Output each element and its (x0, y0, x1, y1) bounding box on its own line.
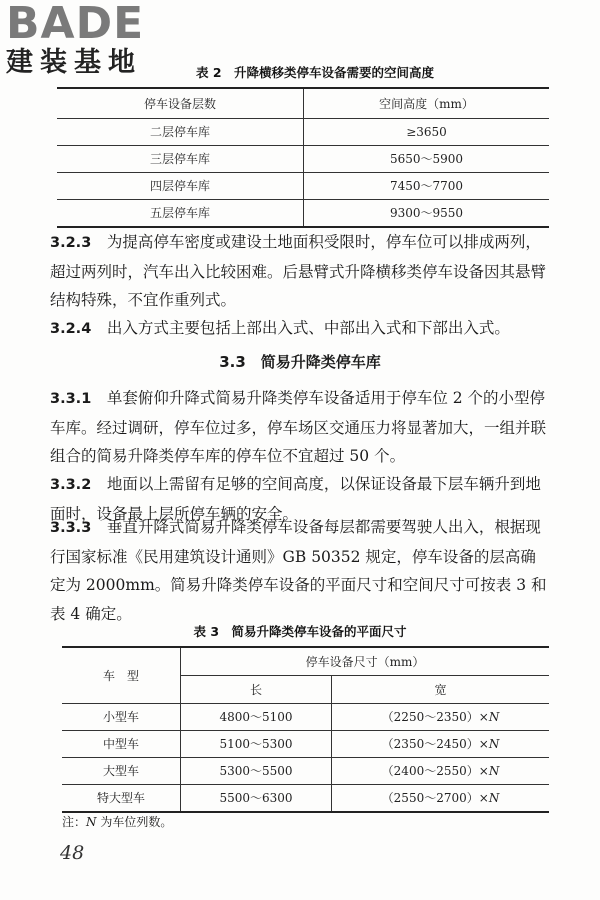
clause-number: 3.3.2 (50, 477, 92, 493)
table-header-cell: 宽 (332, 675, 550, 703)
table-cell: 三层停车库 (57, 145, 304, 172)
table-cell: 特大型车 (62, 784, 181, 812)
variable-n: N (488, 764, 500, 778)
clause-3-3-1 (50, 384, 550, 471)
table-cell: 4800～5100 (181, 703, 332, 730)
table-cell (332, 703, 550, 730)
table-row (62, 703, 549, 730)
variable-n: N (488, 791, 500, 806)
table-cell (332, 730, 550, 757)
section-title: 3.3 简易升降类停车库 (219, 353, 381, 371)
table-row (62, 730, 549, 757)
width-range: （2350～2450）× (381, 737, 489, 751)
table-row (57, 172, 549, 199)
table2 (57, 87, 549, 228)
table2-caption: 表 2 升降横移类停车设备需要的空间高度 (195, 65, 435, 80)
variable-n: N (488, 737, 500, 751)
table-row (57, 145, 549, 172)
clause-text: 为提高停车密度或建设土地面积受限时，停车位可以排成两列，超过两列时，汽车出入比较困难。后悬臂式升降横移类停车设备因其悬臂结构特殊，不宜作重列式。 (50, 233, 547, 309)
table-cell: 5500～6300 (181, 784, 332, 812)
table-header-cell: 长 (181, 675, 332, 703)
table3-note (62, 813, 172, 830)
note-prefix: 注： (62, 815, 87, 829)
table-cell: 5300～5500 (181, 757, 332, 784)
table-cell: 二层停车库 (57, 118, 304, 145)
table-cell: 5100～5300 (181, 730, 332, 757)
clause-3-2-4 (50, 314, 550, 344)
width-range: （2250～2350）× (381, 710, 489, 724)
table-header-cell: 空间高度（mm） (304, 88, 550, 118)
table-header-cell: 停车设备层数 (57, 88, 304, 118)
variable-n: N (488, 710, 500, 724)
table-cell: 大型车 (62, 757, 181, 784)
table-cell (332, 784, 550, 812)
width-range: （2550～2700）× (381, 791, 489, 806)
clause-number: 3.3.1 (50, 391, 92, 407)
watermark-logo (6, 2, 176, 78)
table-cell (332, 757, 550, 784)
table-header-row (62, 647, 549, 675)
table-row (62, 757, 549, 784)
table-row (57, 118, 549, 145)
table-cell: 中型车 (62, 730, 181, 757)
table3 (62, 646, 549, 813)
table-cell: 小型车 (62, 703, 181, 730)
clause-number: 3.2.4 (50, 321, 92, 337)
note-text: 为车位列数。 (96, 815, 173, 829)
note-variable: N (86, 815, 97, 829)
table3-caption: 表 3 简易升降类停车设备的平面尺寸 (193, 624, 407, 639)
clause-text: 地面以上需留有足够的空间高度，以保证设备最下层车辆升到地面时，设备最上层所停车辆的安全。 (50, 475, 541, 523)
clause-text: 垂直升降式简易升降类停车设备每层都需要驾驶人出入，根据现行国家标准《民用建筑设计通则》GB 50352 规定，停车设备的层高确定为 2000mm。简易升降类停车设备的平面尺寸和空间尺寸可按表 3 和表 4 确定。 (50, 518, 547, 623)
watermark-subtitle: 建装基地 (6, 47, 142, 78)
table-cell: 五层停车库 (57, 199, 304, 227)
width-range: （2400～2550）× (381, 764, 489, 778)
watermark-brand: BADE (6, 0, 145, 49)
table-header-cell: 停车设备尺寸（mm） (181, 647, 550, 675)
clause-text: 出入方式主要包括上部出入式、中部出入式和下部出入式。 (106, 319, 510, 337)
table-cell: 9300～9550 (304, 199, 550, 227)
table-cell: 5650～5900 (304, 145, 550, 172)
table-cell: 7450～7700 (304, 172, 550, 199)
clause-3-2-3 (50, 228, 550, 315)
clause-text: 单套俯仰升降式简易升降类停车设备适用于停车位 2 个的小型停车库。经过调研，停车位过多，停车场区交通压力将显著加大，一组并联组合的简易升降类停车库的停车位不宜超过 50 个。 (50, 389, 547, 465)
clause-number: 3.3.3 (50, 520, 92, 536)
table-row (62, 784, 549, 812)
clause-number: 3.2.3 (50, 235, 92, 251)
table-cell: 四层停车库 (57, 172, 304, 199)
table-header-row (57, 88, 549, 118)
clause-3-3-3 (50, 513, 550, 628)
table-header-cell: 车 型 (62, 647, 181, 703)
table-row (57, 199, 549, 227)
page-number: 48 (60, 842, 85, 864)
table-cell: ≥3650 (304, 118, 550, 145)
